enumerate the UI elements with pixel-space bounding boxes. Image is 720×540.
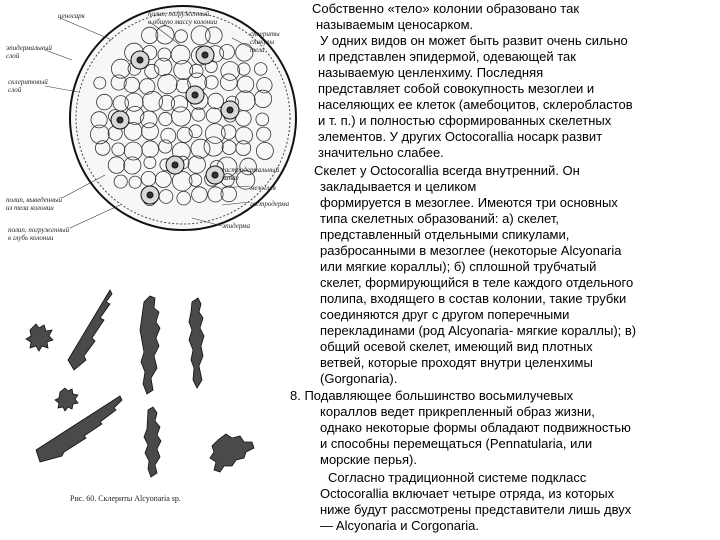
text-line: ниже будут рассмотрены представители лишь двух (320, 502, 632, 517)
polyp-mouth (147, 192, 153, 198)
sclerite-7 (144, 407, 161, 477)
figure-area (0, 0, 300, 540)
figure-label: в глубь колонии (8, 234, 54, 242)
text-line: перекладинами (род Alcyonaria- мягкие кораллы); в) (320, 323, 637, 338)
text-line: скелет, формирующийся в теле каждого отдельного (320, 275, 634, 290)
figure-label: гастродермальный (222, 166, 280, 174)
figure-label: полип, погруженный (148, 10, 210, 18)
polyp-mouth (172, 162, 178, 168)
polyp-mouth (227, 107, 233, 113)
text-line: и представлен эпидермой, одевающей так (318, 49, 576, 64)
figure-label: мезоглея (250, 184, 276, 192)
sclerite-4 (140, 296, 160, 394)
text-line: называемым ценосарком. (316, 17, 474, 32)
sclerite-3 (68, 290, 112, 370)
sclerites (26, 290, 254, 477)
polyp-mouth (212, 172, 218, 178)
text-line: кораллов ведет прикрепленный образ жизни, (320, 404, 595, 419)
text-line: Скелет у Octocorallia всегда внутренний. Он (314, 163, 580, 178)
text-line: населяющих ее клеток (амебоцитов, склеробластов (318, 97, 633, 112)
text-line: закладывается и целиком (320, 179, 477, 194)
text-line: называемую ценленхиму. Последняя (318, 65, 544, 80)
sclerite-5 (189, 298, 204, 388)
text-line: общий осевой скелет, имеющий вид плотных (320, 339, 593, 354)
text-line: 8. Подавляющее большинство восьмилучевых (290, 388, 574, 403)
figure-label: склеритовый (8, 78, 48, 86)
figure-label: полип, выведенный (6, 196, 63, 204)
text-line: представляет собой совокупность мезоглеи и (318, 81, 595, 96)
sclerite-1 (26, 324, 53, 351)
text-line: — Alcyonaria и Corgonaria. (320, 518, 480, 533)
figure-label: в общую массу колонии (148, 18, 218, 26)
text-line: Собственно «тело» колонии образовано так (312, 1, 580, 16)
text-line: формируется в мезоглее. Имеются три основных (320, 195, 618, 210)
text-line: или мягкие кораллы); б) сплошной трубчатый (320, 259, 597, 274)
body-text (290, 0, 718, 540)
figure-label: гастродерма (250, 200, 290, 208)
text-line: морские перья). (320, 452, 417, 467)
text-line: (Gorgonaria). (320, 371, 398, 386)
figure-label: из тела колонии (6, 204, 54, 212)
text-line: типа скелетных образований: а) скелет, (320, 211, 559, 226)
text-line: значительно слабее. (318, 145, 444, 160)
text-line: разбросанными в мезоглее (некоторые Alcyonaria (320, 243, 622, 258)
figure-label: слой (6, 52, 20, 60)
text-line: Согласно традиционной системе подкласс (328, 470, 587, 485)
polyp-mouth (117, 117, 123, 123)
text-line: элементов. У других Octocorallia носарк развит (318, 129, 603, 144)
figure-label: эпидерма (222, 222, 250, 230)
figure-label: слой (8, 86, 22, 94)
polyp-mouth (137, 57, 143, 63)
text-line: полипа, входящего в состав колонии, такие трубки (320, 291, 627, 306)
text-line: У одних видов он может быть развит очень сильно (320, 33, 628, 48)
text-line: представленный отдельными спикулами, (320, 227, 570, 242)
text-line: ветвей, которые проходят внутри целенхимы (320, 355, 593, 370)
text-line: однако некоторые формы обладают подвижностью (320, 420, 631, 435)
polyp-mouth (192, 92, 198, 98)
sclerite-2 (55, 388, 78, 411)
sclerite-8 (210, 434, 254, 472)
figure-label: эпидермальный (6, 44, 52, 52)
figure-caption: Рис. 60. Склериты Alcyonaria sp. (70, 494, 181, 503)
text-line: соединяются друг с другом поперечными (320, 307, 570, 322)
sclerite-6 (36, 396, 122, 462)
figure-label: спикулы (250, 38, 275, 46)
figure-label: канал (222, 174, 239, 182)
figure-label: ценосарк (58, 12, 85, 20)
figure-label: тела (250, 46, 265, 54)
figure-label: полип, погруженный (8, 226, 70, 234)
text-line: и т. п.) и полностью сформированных скелетных (318, 113, 612, 128)
text-line: и способны перемещаться (Pennatularia, или (320, 436, 593, 451)
figure-label: склериты (250, 30, 280, 38)
text-line: Octocorallia включает четыре отряда, из которых (320, 486, 615, 501)
polyp-mouth (202, 52, 208, 58)
